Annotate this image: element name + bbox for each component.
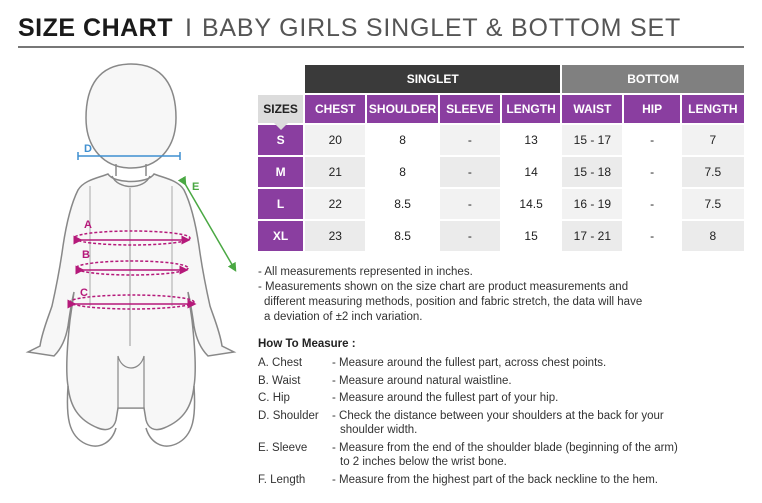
table-cell: -	[624, 157, 679, 187]
label-a: A	[84, 219, 92, 231]
note-line: different measuring methods, position and fabric stretch, the data will have	[264, 296, 643, 308]
table-cell: 8	[367, 125, 437, 155]
list-item	[258, 374, 732, 389]
page-title	[18, 14, 681, 44]
table-cell: -	[440, 125, 500, 155]
table-row	[258, 125, 744, 155]
how-to-measure-list	[258, 356, 732, 490]
header-length-singlet: LENGTH	[502, 95, 560, 123]
measure-text-cont: to 2 inches below the wrist bone.	[340, 456, 507, 468]
table-row	[258, 221, 744, 251]
measurement-notes	[258, 265, 642, 325]
table-cell: -	[624, 189, 679, 219]
title-main: SIZE CHART	[18, 14, 173, 42]
measure-text: - Measure around the fullest part of your hip.	[332, 392, 559, 404]
table-group-row	[258, 65, 744, 93]
table-cell: 21	[305, 157, 365, 187]
measure-label: D. Shoulder	[258, 409, 319, 422]
label-e: E	[192, 181, 200, 193]
note-line: a deviation of ±2 inch variation.	[264, 311, 423, 323]
header-chest: CHEST	[305, 95, 365, 123]
header-sleeve: SLEEVE	[440, 95, 500, 123]
list-item	[258, 391, 732, 406]
measure-text: - Measure from the end of the shoulder blade (beginning of the arm)	[332, 441, 678, 454]
table-cell: 22	[305, 189, 365, 219]
list-item	[258, 441, 732, 470]
size-label: XL	[258, 221, 303, 251]
table-cell: 8.5	[367, 189, 437, 219]
table-cell: 14	[502, 157, 560, 187]
list-item	[258, 356, 732, 371]
table-cell: 20	[305, 125, 365, 155]
table-cell: 15	[502, 221, 560, 251]
header-length-bottom: LENGTH	[682, 95, 744, 123]
header-sizes: SIZES	[258, 95, 303, 123]
table-header-row	[258, 95, 744, 123]
measure-text-cont: shoulder width.	[340, 424, 418, 436]
table-row	[258, 157, 744, 187]
measure-label: A. Chest	[258, 357, 303, 369]
how-to-measure-title: How To Measure :	[258, 338, 356, 350]
size-chart-table	[256, 63, 746, 253]
measure-label: B. Waist	[258, 374, 301, 387]
table-cell: 14.5	[502, 189, 560, 219]
table-cell: 8.5	[367, 221, 437, 251]
table-cell: 7	[682, 125, 744, 155]
note-line: - All measurements represented in inches.	[258, 266, 473, 278]
measure-text: - Check the distance between your shoulders at the back for your	[332, 409, 664, 422]
title-subtitle: BABY GIRLS SINGLET & BOTTOM SET	[201, 14, 682, 42]
label-d: D	[84, 143, 92, 155]
group-singlet: SINGLET	[305, 65, 560, 93]
measure-label: E. Sleeve	[258, 441, 308, 454]
label-c: C	[80, 287, 88, 299]
table-cell: 16 - 19	[562, 189, 622, 219]
list-item	[258, 473, 732, 488]
title-divider	[18, 46, 744, 48]
table-cell: 13	[502, 125, 560, 155]
measure-text: - Measure from the highest part of the back neckline to the hem.	[332, 473, 659, 486]
table-cell: 17 - 21	[562, 221, 622, 251]
table-cell: 15 - 17	[562, 125, 622, 155]
list-item	[258, 409, 732, 438]
measure-text: - Measure around natural waistline.	[332, 374, 512, 387]
table-cell: 7.5	[682, 189, 744, 219]
size-label: S	[258, 125, 303, 155]
table-cell: 8	[367, 157, 437, 187]
table-cell: -	[440, 221, 500, 251]
note-line: - Measurements shown on the size chart are product measurements and	[258, 281, 629, 293]
table-cell: -	[440, 157, 500, 187]
header-waist: WAIST	[562, 95, 622, 123]
title-separator: I	[185, 14, 192, 42]
table-row	[258, 189, 744, 219]
size-label: L	[258, 189, 303, 219]
measure-label: F. Length	[258, 473, 306, 486]
measure-text: - Measure around the fullest part, across chest points.	[332, 357, 607, 369]
size-label: M	[258, 157, 303, 187]
table-cell: -	[624, 221, 679, 251]
table-cell: -	[440, 189, 500, 219]
label-b: B	[82, 249, 90, 261]
measure-label: C. Hip	[258, 392, 290, 404]
group-bottom: BOTTOM	[562, 65, 744, 93]
figure-head	[86, 64, 176, 168]
header-hip: HIP	[624, 95, 679, 123]
baby-measurement-figure	[8, 56, 254, 496]
table-cell: 15 - 18	[562, 157, 622, 187]
table-cell: 23	[305, 221, 365, 251]
table-cell: 7.5	[682, 157, 744, 187]
header-shoulder: SHOULDER	[367, 95, 437, 123]
table-cell: -	[624, 125, 679, 155]
table-cell: 8	[682, 221, 744, 251]
